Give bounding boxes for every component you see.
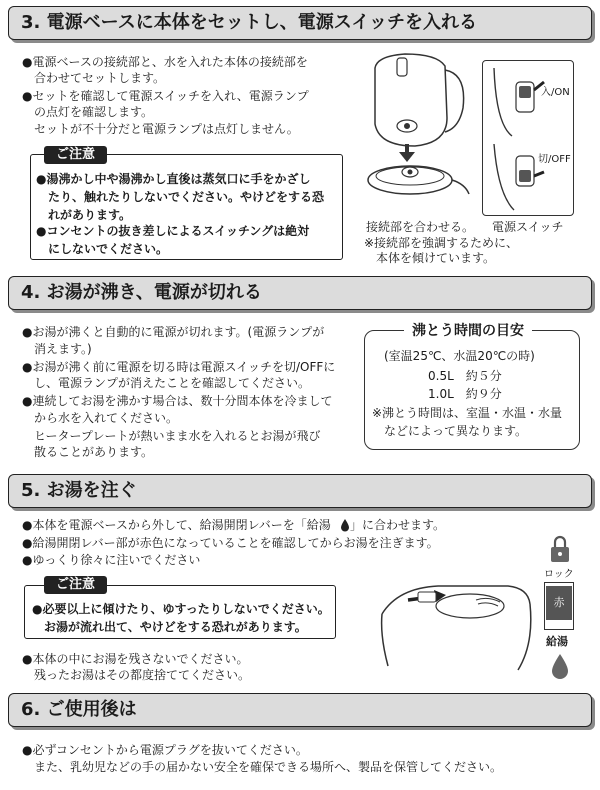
boiling-time-title: 沸とう時間の目安 — [404, 322, 532, 340]
sec5-caution-line-1: ●必要以上に傾けたり、ゆすったりしないでください。 — [32, 602, 330, 616]
kettle-on-base-illustration — [355, 48, 475, 218]
sec5-after-line-2: 残ったお湯はその都度捨ててください。 — [34, 668, 251, 682]
sec4-line-5: ●連続してお湯を沸かす場合は、数十分間本体を冷まして — [22, 394, 333, 408]
sec3-caution-label: ご注意 — [44, 146, 107, 164]
section-3-heading: 3. 電源ベースに本体をセットし、電源スイッチを入れる — [8, 6, 592, 40]
sec3-line-2: 合わせてセットします。 — [34, 71, 166, 85]
switch-off-label: 切/OFF — [538, 154, 571, 165]
boiling-time-row-2: 1.0L 約９分 — [428, 387, 502, 401]
drop-icon — [340, 518, 350, 532]
switch-on-label: 入/ON — [541, 87, 570, 98]
pour-lever-illustration — [378, 574, 538, 674]
sec3-note-line-2: 本体を傾けています。 — [376, 251, 496, 265]
sec5-caution-label: ご注意 — [44, 576, 107, 594]
sec3-caution-line-5: にしないでください。 — [48, 242, 169, 256]
pour-drop-icon — [550, 652, 570, 680]
sec3-line-4: の点灯を確認します。 — [34, 105, 154, 119]
sec3-caution-line-1: ●湯沸かし中や湯沸かし直後は蒸気口に手をかざし — [36, 172, 311, 186]
sec3-caution-line-2: たり、触れたりしないでください。やけどをする恐 — [48, 190, 325, 204]
sec5-line-1a: ●本体を電源ベースから外して、給湯開閉レバーを「給湯 — [22, 518, 331, 532]
lock-label: ロック — [544, 569, 574, 580]
boiling-time-note-2: などによって異なります。 — [384, 424, 528, 438]
lock-icon — [549, 534, 571, 564]
section-4-heading: 4. お湯が沸き、電源が切れる — [8, 276, 592, 310]
sec4-line-4: し、電源ランプが消えたことを確認してください。 — [34, 376, 311, 390]
sec5-line-2: ●給湯開閉レバー部が赤色になっていることを確認してからお湯を注ぎます。 — [22, 536, 439, 550]
section-6-heading: 6. ご使用後は — [8, 693, 592, 727]
sec5-caution-line-2: お湯が流れ出て、やけどをする恐れがあります。 — [44, 620, 307, 634]
caption-connect: 接続部を合わせる。 — [366, 220, 475, 234]
sec6-line-1: ●必ずコンセントから電源プラグを抜いてください。 — [22, 743, 308, 757]
sec3-line-5: セットが不十分だと電源ランプは点灯しません。 — [34, 122, 299, 136]
sec3-note-line-1: ※接続部を強調するために、 — [364, 236, 519, 250]
boiling-time-row-1: 0.5L 約５分 — [428, 369, 502, 383]
section-5-heading: 5. お湯を注ぐ — [8, 474, 592, 508]
boiling-time-note-1: ※沸とう時間は、室温・水温・水量 — [372, 406, 563, 420]
sec4-line-8: 散ることがあります。 — [34, 445, 154, 459]
sec4-line-2: 消えます。) — [34, 342, 92, 356]
sec3-line-1: ●電源ベースの接続部と、水を入れた本体の接続部を — [22, 55, 308, 69]
sec4-line-3: ●お湯が沸く前に電源を切る時は電源スイッチを切/OFFに — [22, 360, 336, 374]
sec5-line-3: ●ゆっくり徐々に注いでください — [22, 553, 201, 567]
red-indicator-label: 赤 — [546, 586, 572, 620]
sec4-line-7: ヒータープレートが熱いまま水を入れるとお湯が飛び — [34, 429, 321, 443]
caption-power-switch: 電源スイッチ — [492, 220, 564, 234]
boiling-time-condition: (室温25℃、水温20℃の時) — [384, 349, 535, 363]
sec3-line-3: ●セットを確認して電源スイッチを入れ、電源ランプ — [22, 89, 309, 103]
sec5-after-line-1: ●本体の中にお湯を残さないでください。 — [22, 652, 249, 666]
sec6-line-2: また、乳幼児などの手の届かない安全を確保できる場所へ、製品を保管してください。 — [34, 760, 503, 774]
sec4-line-1: ●お湯が沸くと自動的に電源が切れます。(電源ランプが — [22, 325, 325, 339]
sec5-line-1b: 」に合わせます。 — [350, 518, 446, 532]
sec3-caution-line-3: れがあります。 — [48, 208, 132, 222]
sec4-line-6: から水を入れてください。 — [34, 411, 179, 425]
sec3-caution-line-4: ●コンセントの抜き差しによるスイッチングは絶対 — [36, 224, 310, 238]
pour-label: 給湯 — [546, 635, 568, 648]
